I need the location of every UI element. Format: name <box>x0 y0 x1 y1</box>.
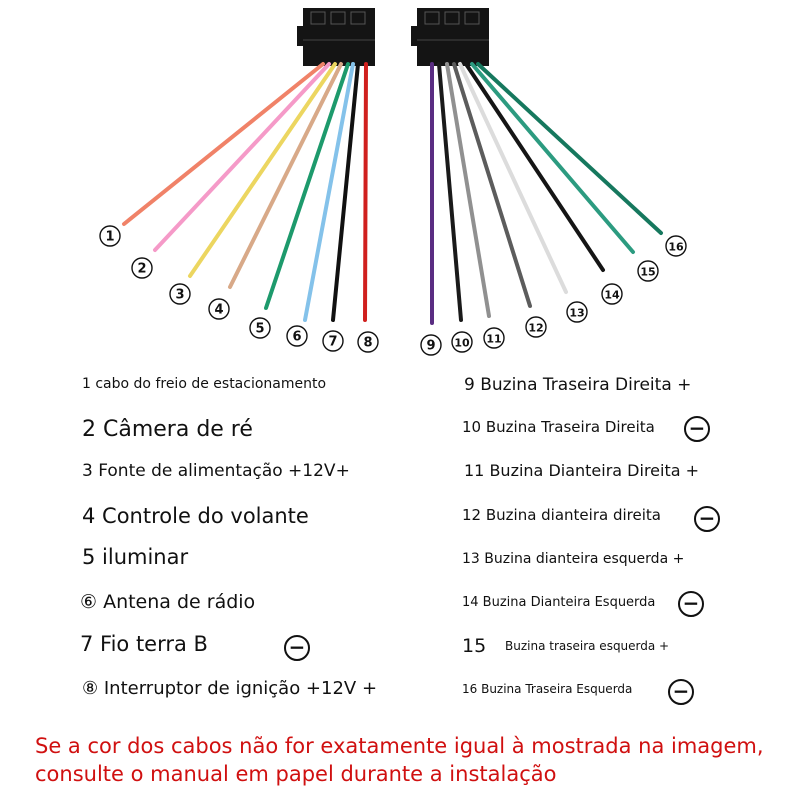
legend-item-10: 10 Buzina Traseira Direita <box>462 418 655 436</box>
wire-10 <box>439 64 461 320</box>
wire-badge-number-14: 14 <box>604 288 620 302</box>
wire-badge-number-1: 1 <box>105 229 115 245</box>
left-connector <box>297 8 375 66</box>
wire-number-badges <box>100 226 686 355</box>
wire-11 <box>447 64 489 316</box>
wire-badge-number-12: 12 <box>528 321 544 335</box>
wire-2 <box>155 64 329 250</box>
right-connector <box>411 8 489 66</box>
wire-badge-number-9: 9 <box>426 338 436 354</box>
wire-badge-number-13: 13 <box>569 306 585 320</box>
legend-item-14: 14 Buzina Dianteira Esquerda <box>462 595 656 610</box>
legend-item-12: 12 Buzina dianteira direita <box>462 506 661 524</box>
minus-icon-14: − <box>678 591 704 617</box>
legend-item-15-number: 15 <box>462 635 487 657</box>
wire-8 <box>365 64 366 320</box>
legend-item-15-text: Buzina traseira esquerda + <box>505 639 670 653</box>
wire-1 <box>124 64 323 224</box>
wiring-diagram <box>0 0 800 370</box>
legend-item-16: 16 Buzina Traseira Esquerda <box>462 682 633 696</box>
warning-line-2: consulte o manual em papel durante a instalação <box>35 762 557 786</box>
wire-badge-number-4: 4 <box>214 302 224 318</box>
wire-badge-number-5: 5 <box>255 321 265 337</box>
wire-16 <box>478 64 661 233</box>
legend-item-1: 1 cabo do freio de estacionamento <box>82 376 327 392</box>
minus-icon-10: − <box>684 416 710 442</box>
wire-badge-number-15: 15 <box>640 265 656 279</box>
legend-item-11: 11 Buzina Dianteira Direita + <box>464 461 700 480</box>
wire-badge-number-16: 16 <box>668 240 684 254</box>
legend-item-2: 2 Câmera de ré <box>82 417 253 442</box>
wire-badge-number-7: 7 <box>328 334 338 350</box>
warning-line-1: Se a cor dos cabos não for exatamente igual à mostrada na imagem, <box>35 734 764 758</box>
minus-icon-12: − <box>694 506 720 532</box>
wire-badge-number-2: 2 <box>137 261 147 277</box>
legend-item-4: 4 Controle do volante <box>82 504 309 528</box>
legend-item-7: 7 Fio terra B <box>80 632 208 656</box>
wire-badge-number-6: 6 <box>292 329 302 345</box>
legend-item-6: ⑥ Antena de rádio <box>80 591 256 613</box>
legend-item-5: 5 iluminar <box>82 545 189 569</box>
wire-badge-number-3: 3 <box>175 287 185 303</box>
wire-15 <box>472 64 633 252</box>
minus-icon-16: − <box>668 679 694 705</box>
wires <box>124 64 661 323</box>
legend-item-13: 13 Buzina dianteira esquerda + <box>462 551 685 567</box>
legend-item-9: 9 Buzina Traseira Direita + <box>464 375 692 395</box>
legend-item-3: 3 Fonte de alimentação +12V+ <box>82 461 350 481</box>
minus-icon-7: − <box>284 635 310 661</box>
wire-badge-number-11: 11 <box>486 332 502 346</box>
wire-badge-number-8: 8 <box>363 335 373 351</box>
legend-item-8: ⑧ Interruptor de ignição +12V + <box>82 678 378 699</box>
wire-badge-number-10: 10 <box>454 336 470 350</box>
